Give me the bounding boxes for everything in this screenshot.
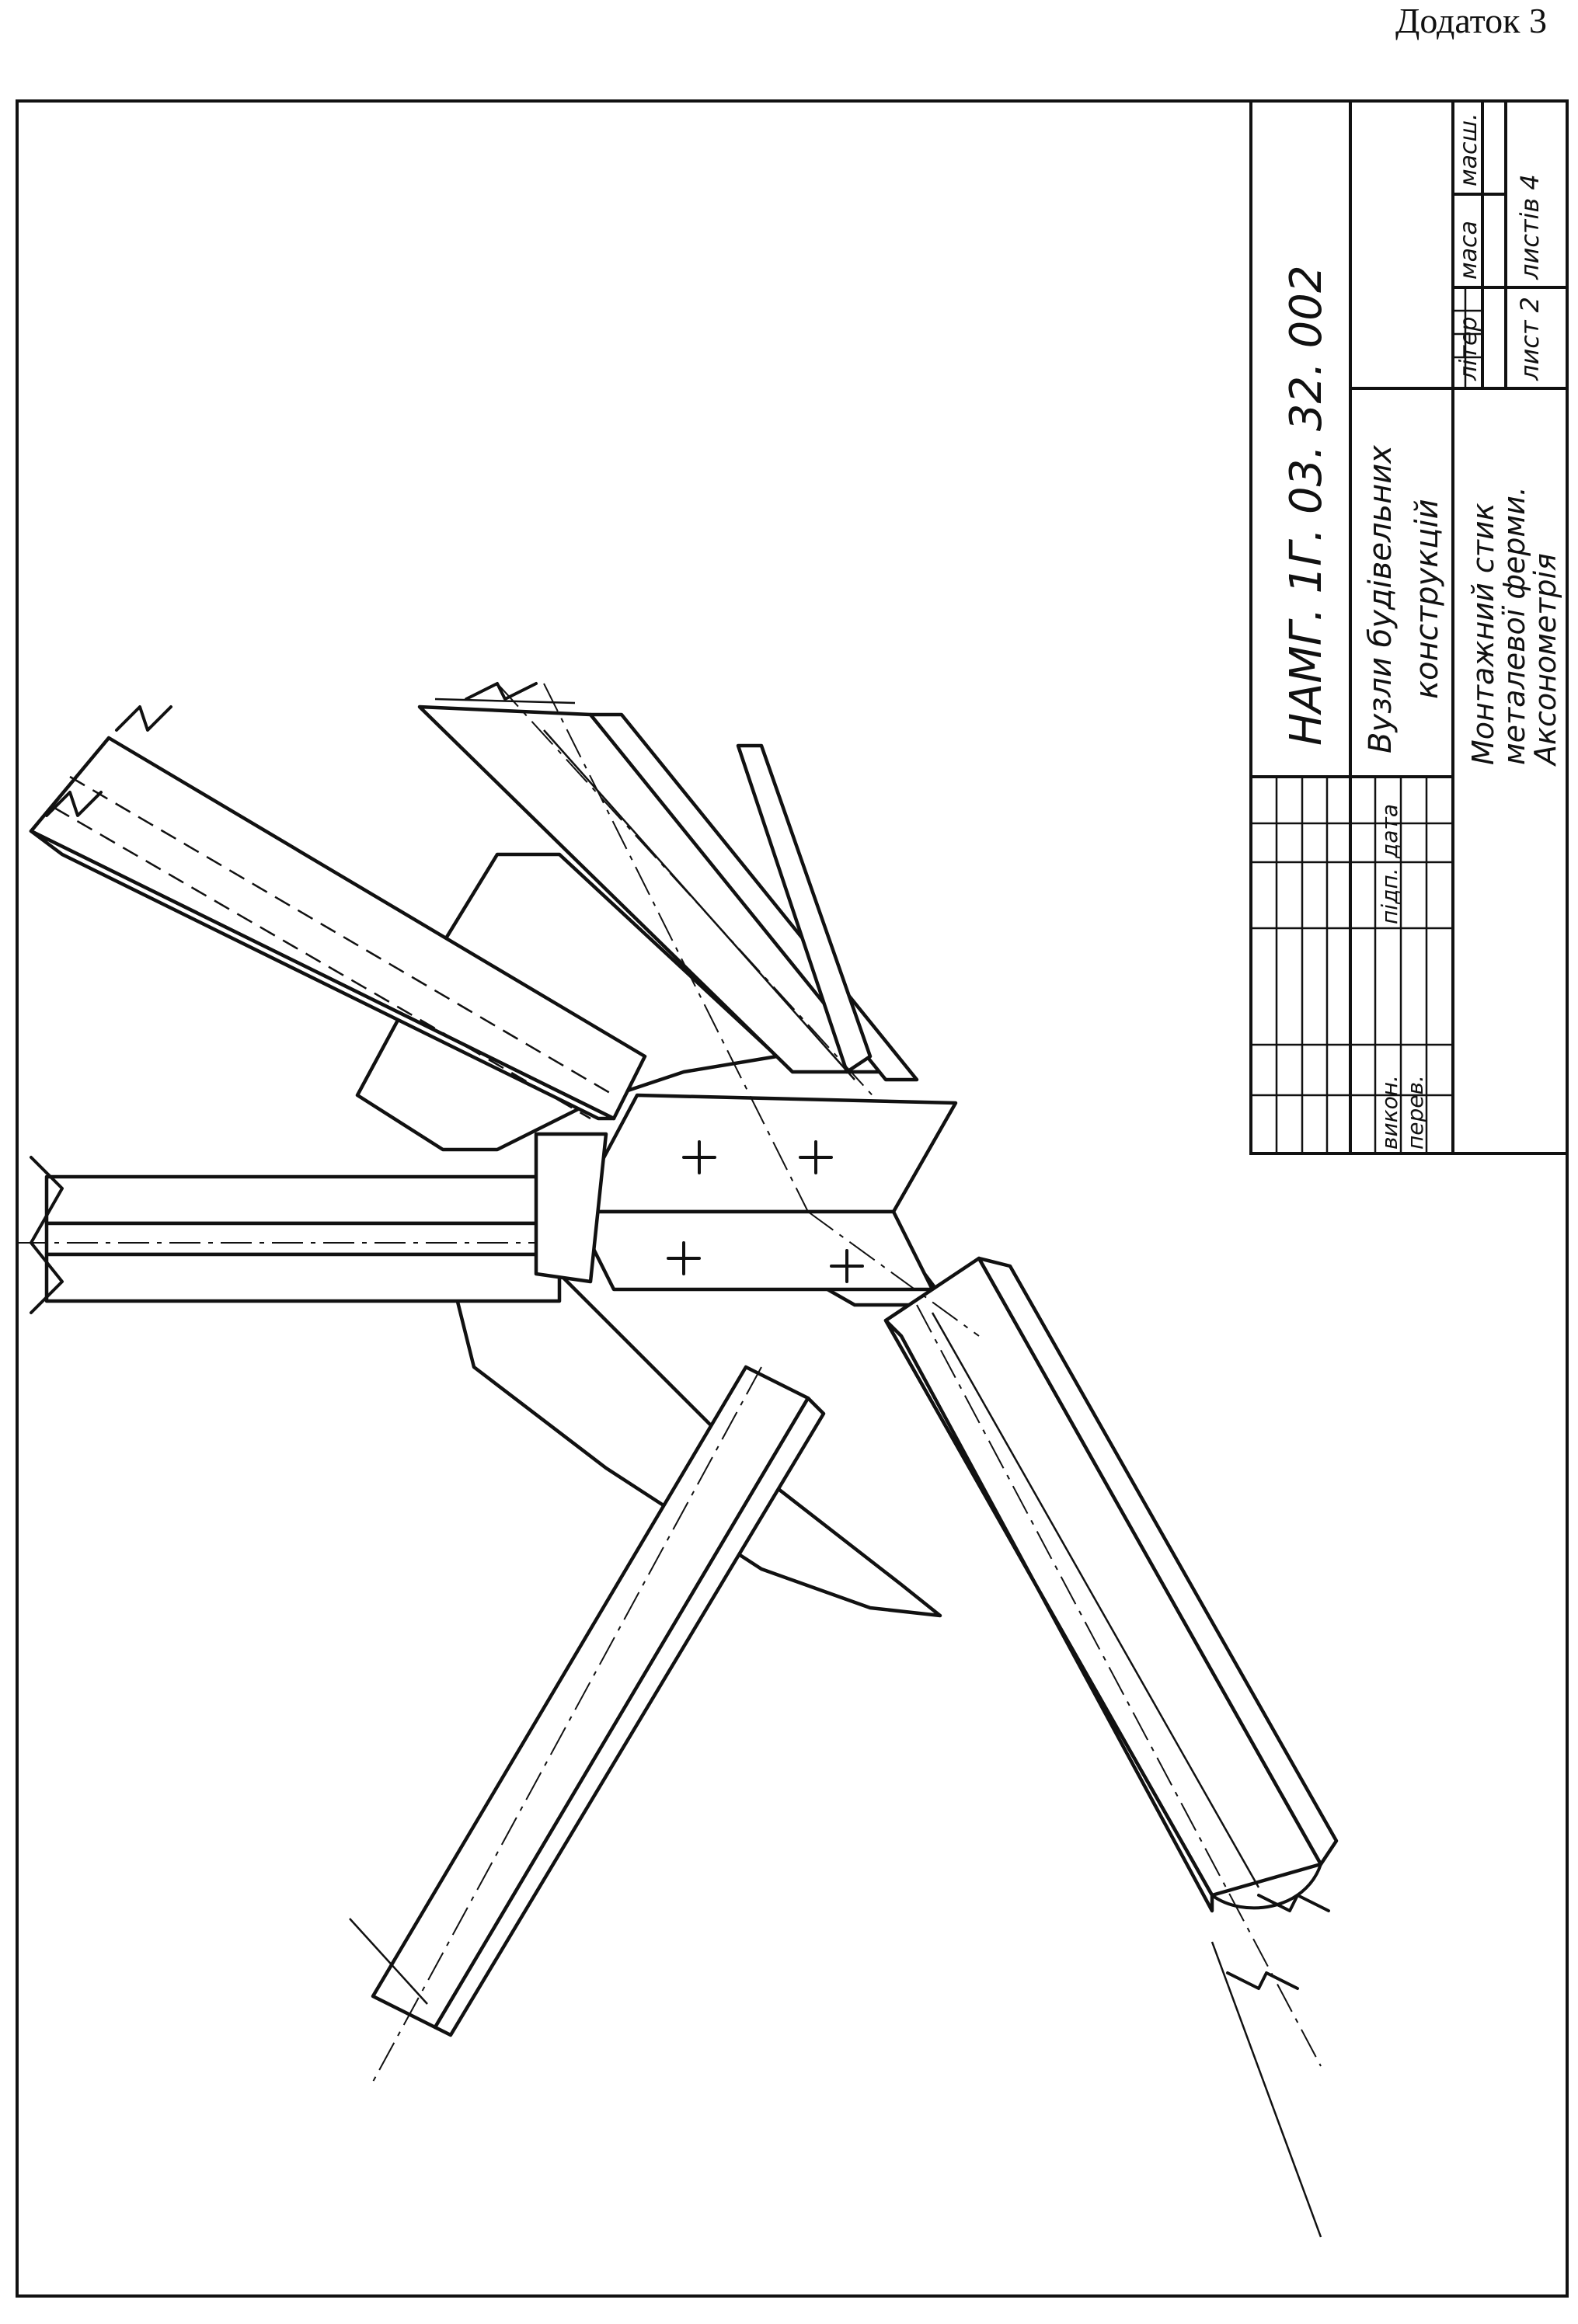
- sheets-label: листів 4: [1515, 174, 1545, 280]
- subject-line2: конструкцій: [1409, 499, 1445, 699]
- vertical-post-ibeam: [16, 1157, 590, 1313]
- drawing-title-line1: Монтажний стик: [1466, 503, 1500, 765]
- drawing-title-line3: Аксонометрія: [1528, 553, 1562, 765]
- lower-chord-angle: [886, 1258, 1336, 2066]
- diagonal-brace-bottom: [373, 1367, 824, 2082]
- col-signature: підп.: [1377, 868, 1402, 924]
- appendix-label: Додаток 3: [1395, 1, 1547, 40]
- subject-line1: Вузли будівельних: [1363, 445, 1399, 753]
- splice-plates: [536, 1095, 956, 1289]
- col-date: дата: [1377, 804, 1402, 858]
- row-executed: викон.: [1377, 1075, 1402, 1150]
- col-liter: літер: [1455, 316, 1482, 381]
- col-scale: масш.: [1455, 113, 1482, 186]
- designation-text: НАМГ. 1Г. 03. 32. 002: [1281, 265, 1332, 746]
- drawing-title-line2: металевої ферми.: [1497, 486, 1531, 765]
- sheet-label: лист 2: [1515, 296, 1545, 381]
- row-checked: перев.: [1402, 1075, 1428, 1150]
- col-mass: маса: [1455, 221, 1482, 280]
